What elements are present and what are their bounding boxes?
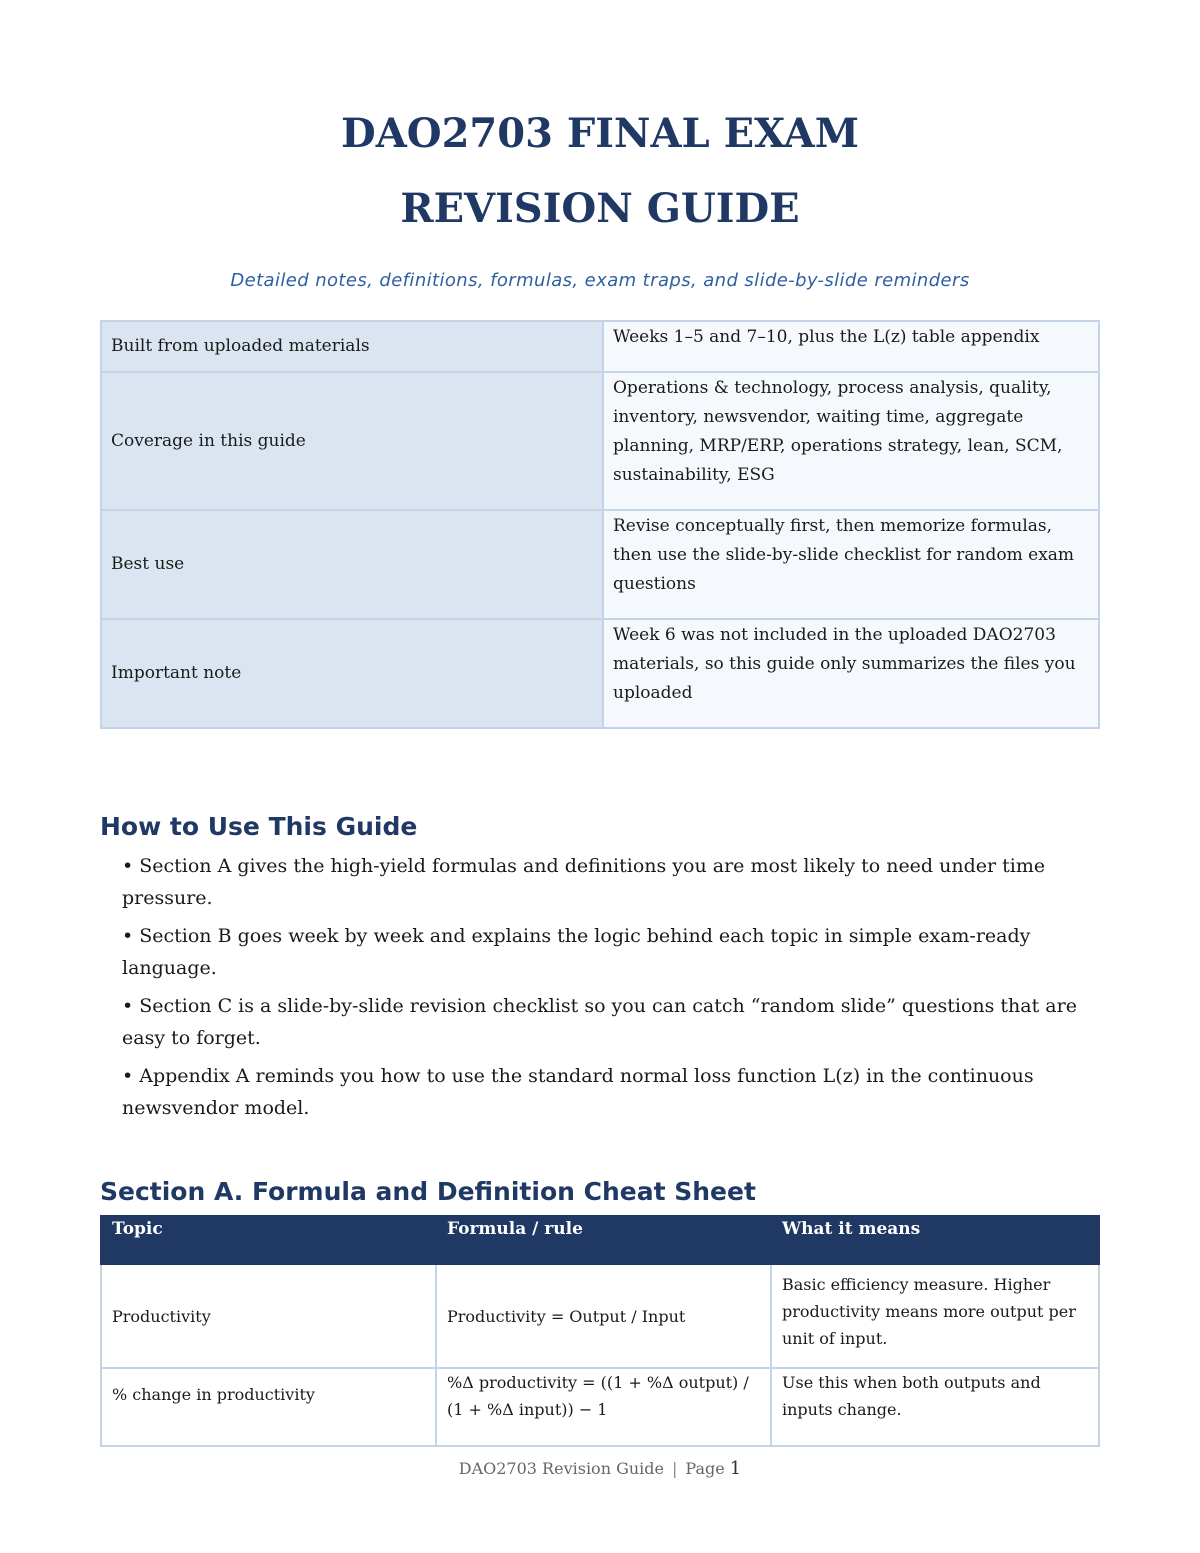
table-header-row: [101, 1216, 1099, 1264]
how-to-use-heading: How to Use This Guide: [100, 812, 418, 841]
list-item: • Section A gives the high-yield formulas and definitions you are most likely to need under time pressure.: [122, 855, 1046, 909]
how-to-use-list: [122, 850, 1097, 1130]
cheat-sheet-table: [100, 1215, 1100, 1447]
document-title-line2: REVISION GUIDE: [400, 185, 800, 232]
info-row: [101, 510, 1099, 619]
footer-page-label: Page: [685, 1459, 725, 1478]
info-row: [101, 619, 1099, 728]
info-row: [101, 321, 1099, 372]
info-row: [101, 372, 1099, 510]
list-item: • Section B goes week by week and explains the logic behind each topic in simple exam-ready language.: [122, 925, 1031, 979]
cell-meaning: Basic efficiency measure. Higher productivity means more output per unit of input.: [771, 1264, 1099, 1368]
column-header-formula: Formula / rule: [436, 1216, 771, 1264]
page-footer: [0, 1458, 1200, 1479]
footer-separator: |: [672, 1459, 678, 1478]
info-label: Built from uploaded materials: [101, 321, 603, 372]
info-value: Week 6 was not included in the uploaded DAO2703 materials, so this guide only summarizes the files you uploaded: [603, 619, 1099, 728]
cell-formula: Productivity = Output / Input: [436, 1264, 771, 1368]
cell-topic: % change in productivity: [101, 1368, 436, 1446]
info-label: Best use: [101, 510, 603, 619]
info-label: Important note: [101, 619, 603, 728]
list-item: • Appendix A reminds you how to use the standard normal loss function L(z) in the continuous newsvendor model.: [122, 1065, 1034, 1119]
table-row: [101, 1264, 1099, 1368]
column-header-meaning: What it means: [771, 1216, 1099, 1264]
info-label: Coverage in this guide: [101, 372, 603, 510]
info-value: Operations & technology, process analysis, quality, inventory, newsvendor, waiting time, aggregate planning, MRP/ERP, operations strategy, lean, SCM, sustainability, ESG: [603, 372, 1099, 510]
cell-meaning: Use this when both outputs and inputs change.: [771, 1368, 1099, 1446]
info-value: Weeks 1–5 and 7–10, plus the L(z) table appendix: [603, 321, 1099, 372]
cell-formula: %Δ productivity = ((1 + %Δ output) / (1 + %Δ input)) − 1: [436, 1368, 771, 1446]
table-row: [101, 1368, 1099, 1446]
cell-topic: Productivity: [101, 1264, 436, 1368]
section-a-heading: Section A. Formula and Definition Cheat Sheet: [100, 1177, 756, 1206]
document-title-line1: DAO2703 FINAL EXAM: [341, 110, 859, 157]
page-number: 1: [729, 1458, 742, 1479]
document-subtitle: Detailed notes, definitions, formulas, exam traps, and slide-by-slide reminders: [230, 270, 970, 291]
list-item: • Section C is a slide-by-slide revision checklist so you can catch “random slide” questions that are easy to forget.: [122, 995, 1077, 1049]
footer-doc-name: DAO2703 Revision Guide: [458, 1459, 664, 1478]
column-header-topic: Topic: [101, 1216, 436, 1264]
info-value: Revise conceptually first, then memorize formulas, then use the slide-by-slide checklist for random exam questions: [603, 510, 1099, 619]
info-table: [100, 320, 1100, 729]
